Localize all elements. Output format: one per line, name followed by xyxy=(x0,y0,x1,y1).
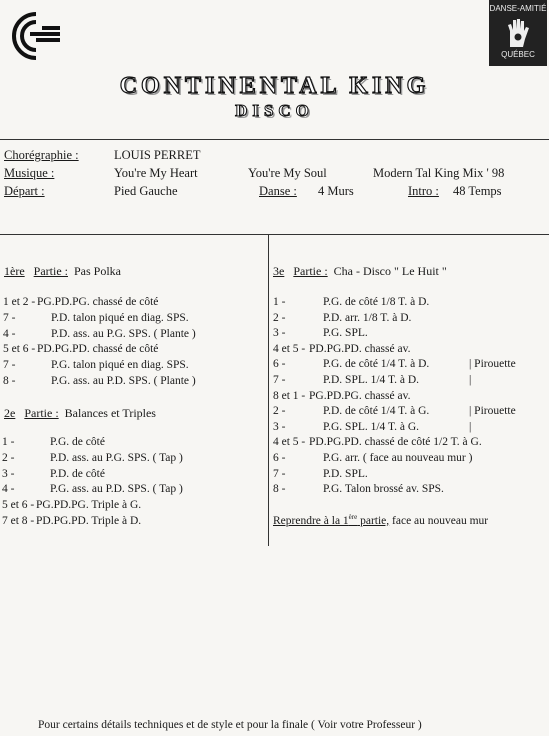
music-title-3: Modern Tal King Mix ' 98 xyxy=(373,166,505,180)
dance-title: CONTINENTAL KING xyxy=(119,73,430,99)
footer-note: Pour certains détails techniques et de style et pour la finale ( Voir votre Professeur ) xyxy=(38,719,422,731)
step-description: PG.PD.PG. chassé de côté xyxy=(37,296,159,308)
step-count: 3 - xyxy=(2,467,15,480)
part1-name: Pas Polka xyxy=(73,264,121,278)
step-description: PD.PG.PD. chassé av. xyxy=(309,342,411,355)
divider xyxy=(0,139,549,140)
step-description: PD.PG.PD. chassé de côté xyxy=(37,343,159,356)
divider xyxy=(0,234,549,235)
hand-icon xyxy=(504,17,532,49)
step-count: 6 - xyxy=(273,358,286,371)
part1-label: Partie : xyxy=(33,264,68,278)
seal-bottom-text: QUÉBEC xyxy=(501,50,535,59)
step-description: PG.PD.PG. Triple à G. xyxy=(36,499,142,512)
step-count: 1 - xyxy=(273,296,286,308)
step-description: PD.PG.PD. Triple à D. xyxy=(36,515,142,527)
part3-label: Partie : xyxy=(293,264,328,278)
step-description: PD.PG.PD. chassé de côté 1/2 T. à G. xyxy=(309,436,482,449)
step-count: 7 - xyxy=(273,467,286,480)
depart-value: Pied Gauche xyxy=(114,184,178,198)
step-count: 2 - xyxy=(273,311,286,324)
step-description: P.G. Talon brossé av. SPS. xyxy=(323,483,444,496)
step-count: 8 et 1 - xyxy=(273,389,306,402)
step-count: 2 - xyxy=(2,451,15,464)
part1-number: 1ère xyxy=(4,264,25,278)
step-count: 7 - xyxy=(273,374,286,386)
step-description: P.G. talon piqué en diag. SPS. xyxy=(51,359,189,372)
step-description: P.G. SPL. 1/4 T. à G. xyxy=(323,420,420,433)
part2-heading xyxy=(4,406,156,421)
step-description: P.D. de côté xyxy=(50,467,105,480)
step-count: 5 et 6 - xyxy=(3,343,36,356)
step-count: 7 - xyxy=(3,359,16,372)
step-count: 4 - xyxy=(3,327,16,340)
step-note: | Pirouette xyxy=(469,405,516,418)
intro-label: Intro : xyxy=(408,184,439,198)
step-description: P.D. de côté 1/4 T. à G. xyxy=(323,405,430,418)
step-count: 3 - xyxy=(273,327,286,340)
seal-top-text: DANSE-AMITIÉ xyxy=(489,4,547,13)
step-description: P.D. talon piqué en diag. SPS. xyxy=(51,311,189,324)
part1-heading xyxy=(4,264,121,279)
part2-number: 2e xyxy=(4,406,16,420)
repeat-sup: ère xyxy=(348,513,358,521)
step-description: P.D. SPL. 1/4 T. à D. xyxy=(323,374,420,386)
music-title-2: You're My Soul xyxy=(248,166,327,180)
part2-name: Balances et Triples xyxy=(64,406,156,420)
step-count: 3 - xyxy=(273,420,286,433)
step-count: 1 - xyxy=(2,436,15,448)
step-count: 6 - xyxy=(273,452,286,464)
depart-label: Départ : xyxy=(4,184,45,198)
danse-value: 4 Murs xyxy=(318,184,354,198)
step-count: 1 et 2 - xyxy=(3,296,36,308)
step-description: P.G. de côté 1/8 T. à D. xyxy=(323,296,430,308)
part3-name: Cha - Disco " Le Huit " xyxy=(333,264,447,278)
choreo-value: LOUIS PERRET xyxy=(114,148,201,162)
repeat-text-c: face au nouveau mur xyxy=(389,514,489,527)
step-description: P.D. arr. 1/8 T. à D. xyxy=(323,311,412,324)
part3-number: 3e xyxy=(273,264,285,278)
step-count: 7 - xyxy=(3,311,16,324)
column-divider xyxy=(268,235,269,546)
club-logo xyxy=(6,8,66,69)
part3-heading xyxy=(273,264,447,279)
step-description: P.G. SPL. xyxy=(323,327,368,340)
step-note: | xyxy=(469,374,472,386)
dance-subtitle: DISCO xyxy=(235,101,314,120)
step-description: P.D. ass. au P.G. SPS. ( Plante ) xyxy=(51,327,196,340)
intro-value: 48 Temps xyxy=(453,184,502,198)
step-count: 8 - xyxy=(3,375,16,387)
step-description: PG.PD.PG. chassé av. xyxy=(309,389,411,402)
step-description: P.G. ass. au P.D. SPS. ( Plante ) xyxy=(51,375,196,387)
music-label: Musique : xyxy=(4,166,55,180)
step-description: P.G. arr. ( face au nouveau mur ) xyxy=(323,452,473,464)
step-count: 2 - xyxy=(273,405,286,418)
repeat-text-b: partie, xyxy=(357,514,390,527)
repeat-text-a: Reprendre à la 1 xyxy=(273,514,349,527)
part2-label: Partie : xyxy=(24,406,59,420)
danse-label: Danse : xyxy=(259,184,297,198)
music-title-1: You're My Heart xyxy=(114,166,198,180)
step-description: P.G. ass. au P.D. SPS. ( Tap ) xyxy=(50,483,183,496)
step-description: P.G. de côté 1/4 T. à D. xyxy=(323,358,430,371)
association-seal xyxy=(489,0,547,66)
choreo-label: Chorégraphie : xyxy=(4,148,79,162)
step-count: 4 - xyxy=(2,483,15,496)
step-note: | Pirouette xyxy=(469,358,516,371)
step-count: 7 et 8 - xyxy=(2,515,35,527)
step-count: 5 et 6 - xyxy=(2,499,35,512)
step-count: 8 - xyxy=(273,483,286,496)
step-count: 4 et 5 - xyxy=(273,436,306,449)
club-logo-icon xyxy=(6,8,66,64)
repeat-instruction xyxy=(273,513,488,527)
step-count: 4 et 5 - xyxy=(273,342,306,355)
step-description: P.G. de côté xyxy=(50,436,105,448)
step-description: P.D. SPL. xyxy=(323,467,368,480)
step-note: | xyxy=(469,420,472,433)
step-description: P.D. ass. au P.G. SPS. ( Tap ) xyxy=(50,451,183,464)
